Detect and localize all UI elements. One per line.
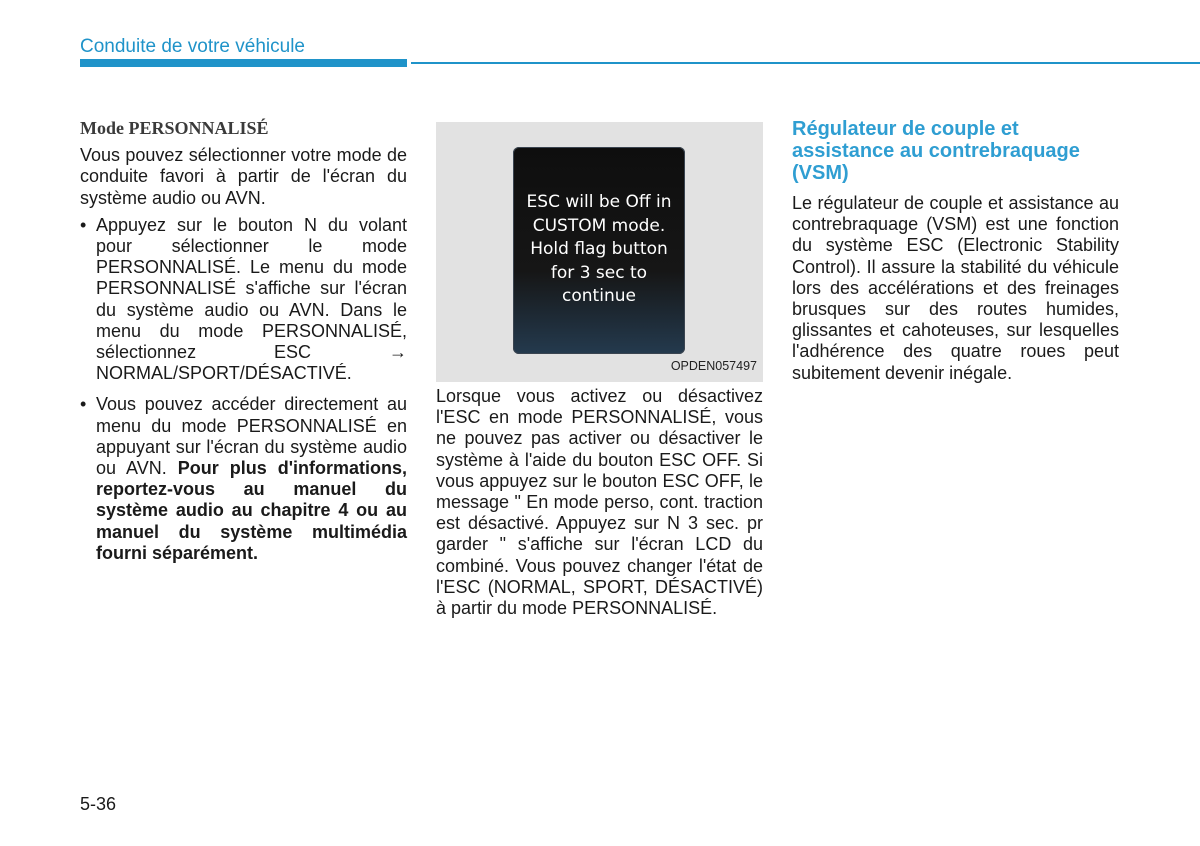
middle-column bbox=[436, 122, 763, 619]
left-column bbox=[80, 118, 407, 574]
bullet-text: Appuyez sur le bouton N du volant pour sélectionner le mode PERSONNALISÉ. Le menu du mode PERSONNALISÉ s'affiche sur l'écran du système audio ou AVN. Dans le menu du mode PERSONNALISÉ, sélectionnez ESC → NORMAL/SPORT/DÉSACTIVÉ. bbox=[96, 214, 407, 384]
section-title: Conduite de votre véhicule bbox=[80, 36, 305, 57]
lcd-message bbox=[513, 191, 685, 309]
header-rule-thin bbox=[411, 62, 1200, 64]
lcd-line: Hold flag button bbox=[530, 239, 668, 259]
lcd-line: CUSTOM mode. bbox=[532, 215, 666, 236]
bullet-text: Vous pouvez accéder directement au menu du mode PERSONNALISÉ en appuyant sur l'écran du système audio ou AVN. bbox=[96, 394, 407, 479]
right-column bbox=[792, 118, 1119, 384]
list-item bbox=[80, 394, 407, 564]
bullet-bold-note: Pour plus d'informations, reportez-vous au manuel du système audio au chapitre 4 ou au manuel du système multimédia fourni séparément. bbox=[96, 458, 407, 563]
bullet-list bbox=[80, 215, 407, 564]
cluster-display-figure bbox=[436, 122, 763, 382]
header-rule-thick bbox=[80, 59, 407, 67]
list-item bbox=[80, 215, 407, 385]
figure-code: OPDEN057497 bbox=[670, 358, 757, 373]
page-number: 5-36 bbox=[80, 794, 117, 814]
subheading-mode-personnalise: Mode PERSONNALISÉ bbox=[80, 118, 269, 138]
vsm-paragraph: Le régulateur de couple et assistance au contrebraquage (VSM) est une fonction du système ESC (Electronic Stability Control). Il assure la stabilité du véhicule lors des accélérations et des freinages brusques sur des routes humides, glissantes et cahoteuses, sur lesquelles l'adhérence des quatre roues peut subitement devenir inégale. bbox=[792, 193, 1119, 383]
vsm-heading: Régulateur de couple et assistance au contrebraquage (VSM) bbox=[792, 118, 1080, 184]
intro-paragraph: Vous pouvez sélectionner votre mode de conduite favori à partir de l'écran du système audio ou AVN. bbox=[80, 145, 407, 208]
lcd-line: for 3 sec to bbox=[550, 262, 648, 283]
lcd-screen bbox=[513, 147, 685, 354]
esc-paragraph: Lorsque vous activez ou désactivez l'ESC en mode PERSONNALISÉ, vous ne pouvez pas activer ou désactiver le système à l'aide du bouton ESC OFF. Si vous appuyez sur le bouton ESC OFF, le message " En mode perso, cont. traction est désactivé. Appuyez sur N 3 sec. pr garder " s'affiche sur l'écran LCD du combiné. Vous pouvez changer l'état de l'ESC (NORMAL, SPORT, DÉSACTIVÉ) à partir du mode PERSONNALISÉ. bbox=[436, 386, 763, 619]
lcd-line: ESC will be Off in bbox=[526, 192, 672, 212]
lcd-line: continue bbox=[562, 286, 636, 306]
